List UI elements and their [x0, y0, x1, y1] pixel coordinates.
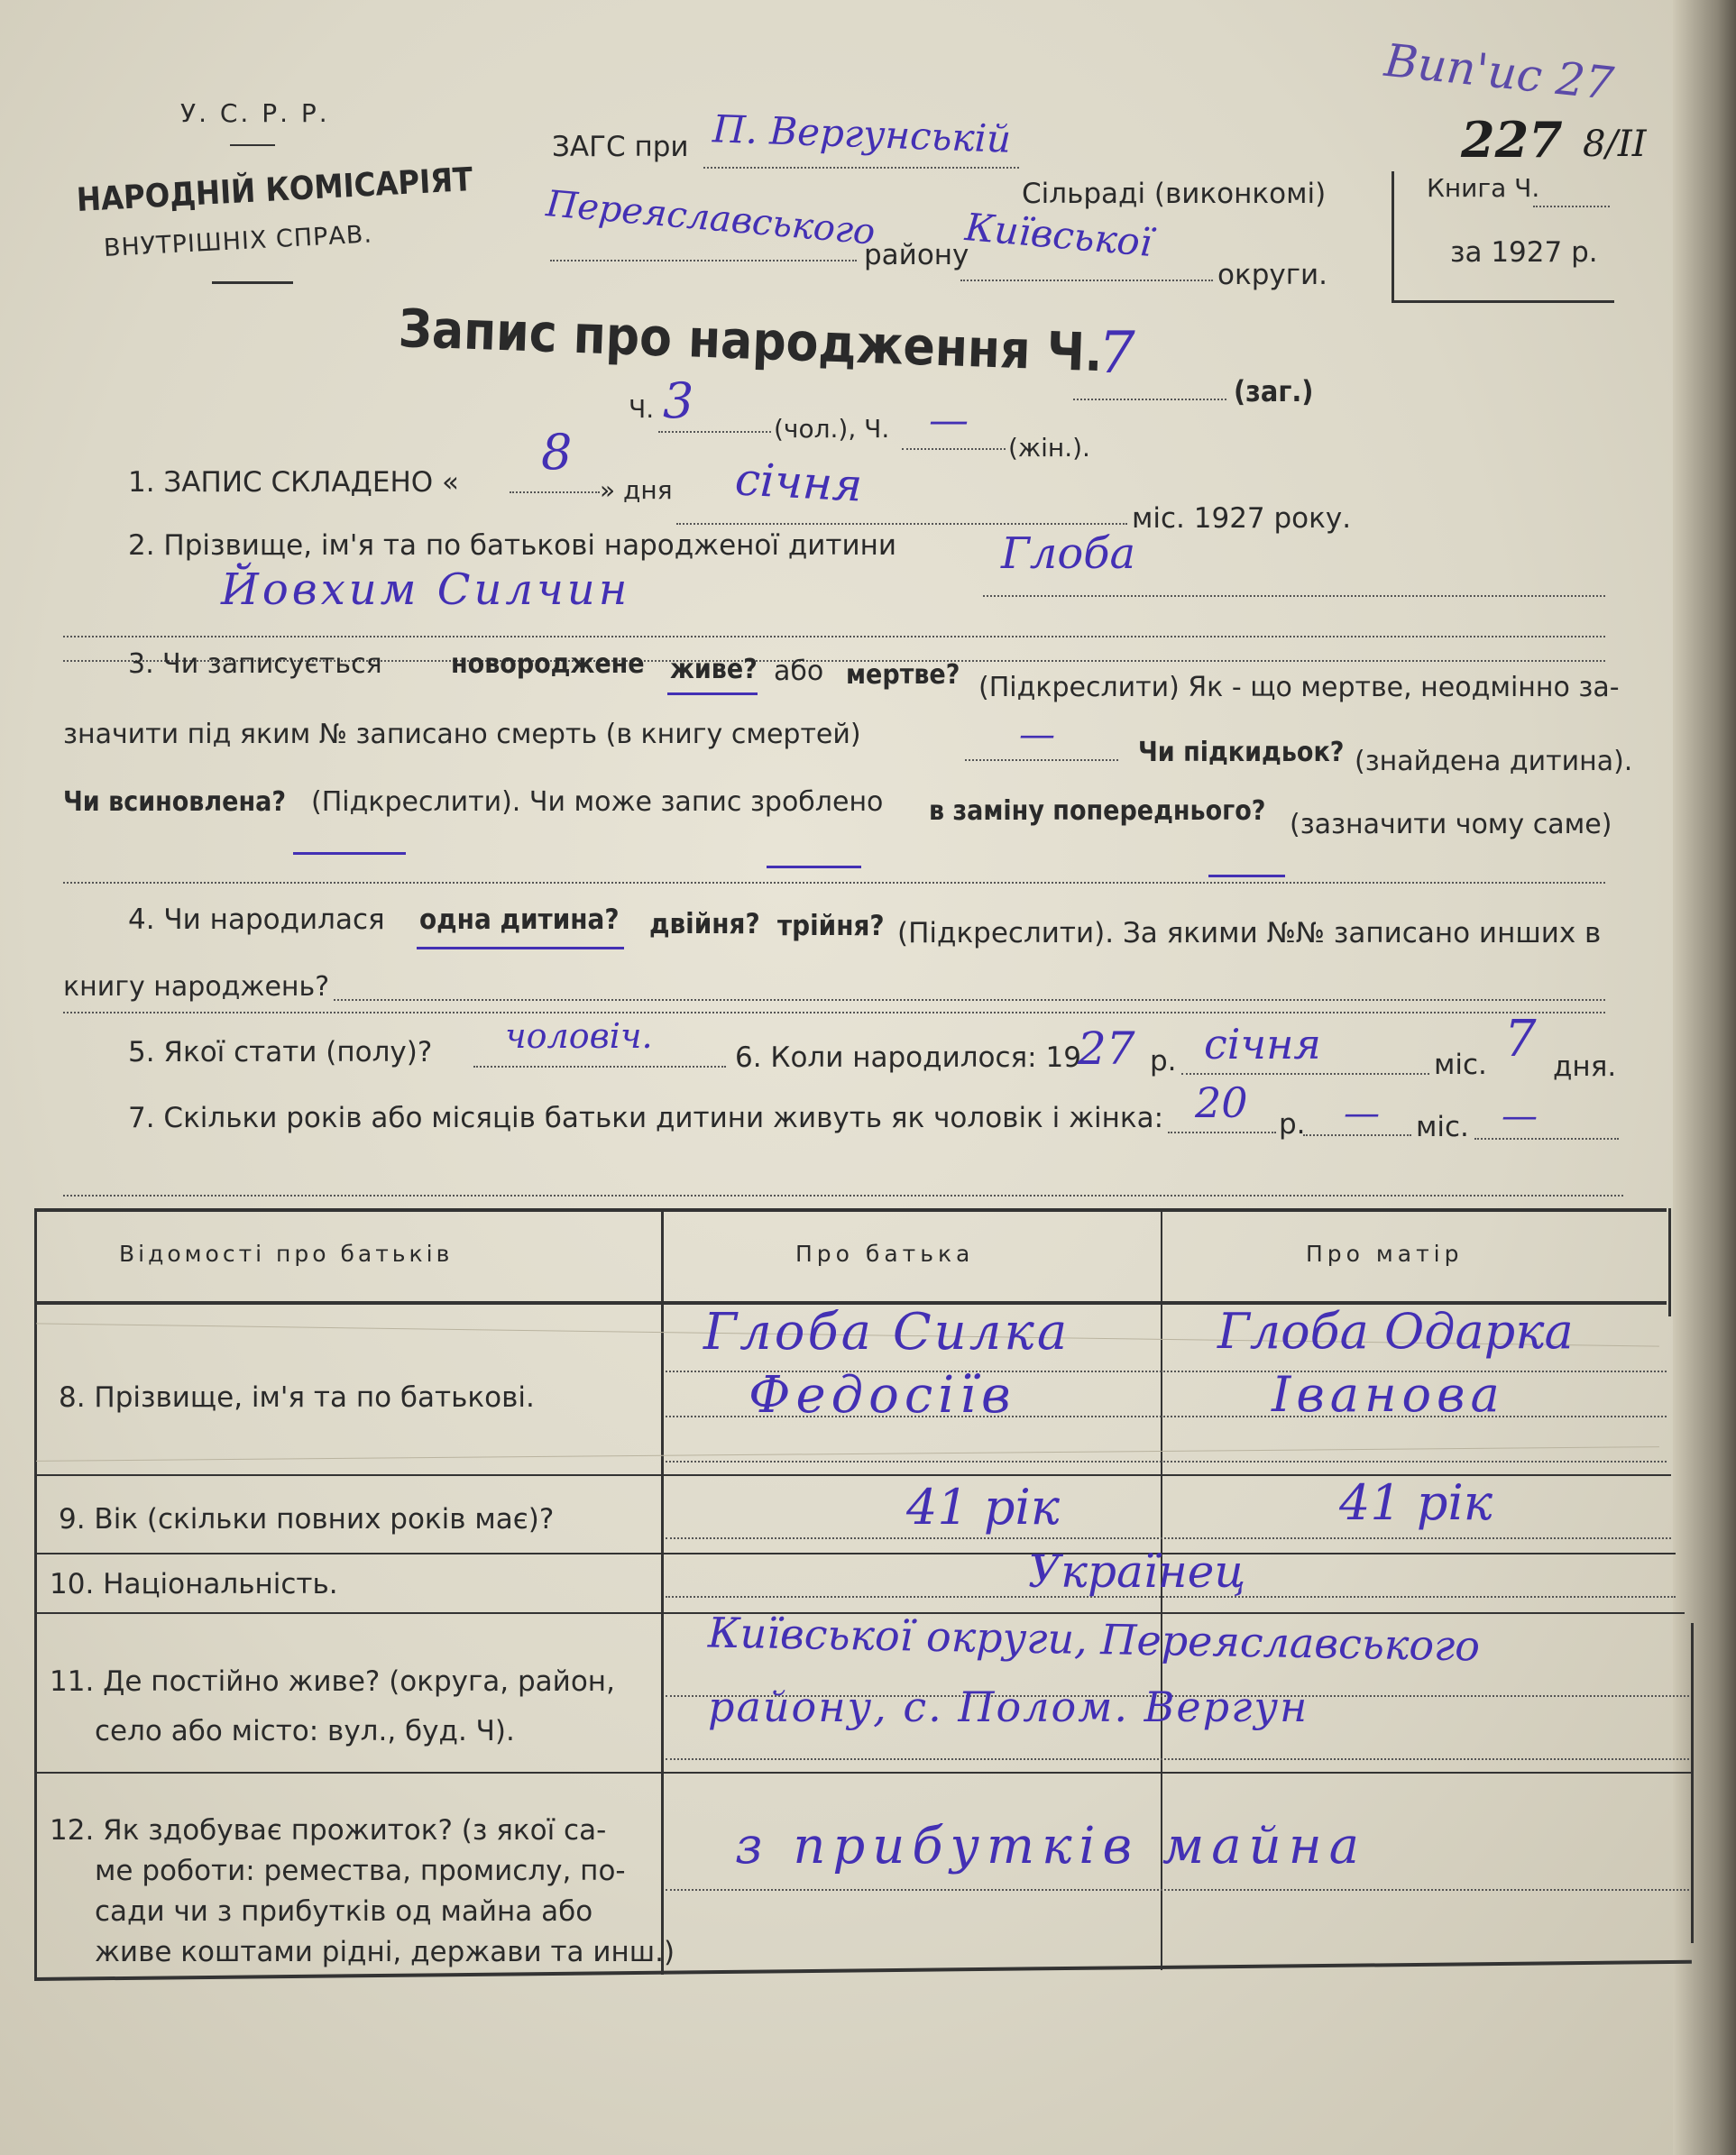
table-right-border — [1668, 1208, 1671, 1316]
row-8-label: 8. Прізвище, ім'я та по батькові. — [59, 1381, 535, 1414]
single-child-option: одна дитина? — [419, 903, 620, 936]
row-12-label-2: ме роботи: ремества, промислу, по- — [95, 1855, 626, 1887]
table-top-border — [34, 1208, 1667, 1212]
marriage-years-line — [1168, 1132, 1276, 1133]
item-3-text-c: значити під яким № записано смерть (в книгу смертей) — [63, 719, 861, 750]
alive-option: живе? — [670, 654, 758, 685]
child-sex: чоловіч. — [505, 1016, 653, 1056]
marriage-extra: — — [1502, 1096, 1538, 1137]
marriage-months-line — [1303, 1134, 1411, 1136]
record-month-line — [676, 523, 1127, 525]
item-3-text-d: (Підкреслити). Чи може запис зроблено — [311, 786, 884, 818]
month-suffix: міс. — [1434, 1049, 1487, 1081]
birth-day: 7 — [1504, 1010, 1537, 1068]
residence-line-2: району, с. Полом. Вергун — [708, 1683, 1309, 1731]
district-line — [550, 260, 857, 261]
dash-mark — [767, 866, 861, 868]
row-12-label-3: сади чи з прибутків од майна або — [95, 1895, 593, 1928]
book-line — [1533, 206, 1610, 207]
box-left-border — [1392, 171, 1394, 302]
marriage-extra-line — [1474, 1138, 1619, 1140]
item-2-label: 2. Прізвище, ім'я та по батькові народженої дитини — [128, 529, 897, 562]
dash-mark — [293, 852, 406, 855]
writing-line — [666, 1461, 1667, 1463]
republic-label: У. С. Р. Р. — [180, 98, 330, 128]
item-3-text-b: (Підкреслити) Як - що мертве, неодмінно за- — [978, 672, 1620, 703]
child-surname-line — [983, 595, 1605, 597]
table-header-info: Відомості про батьків — [119, 1241, 454, 1267]
residence-line-1: Київської округи, Переяславського — [707, 1608, 1481, 1671]
divider — [212, 281, 293, 284]
record-title: Запис про народження Ч. — [397, 298, 1104, 384]
page-edge — [1673, 0, 1736, 2155]
child-name: Йовхим Силчин — [221, 564, 631, 615]
row-11-label-2: село або місто: вул., буд. Ч). — [95, 1715, 515, 1747]
divider — [230, 144, 275, 146]
box-bottom-border — [1392, 300, 1614, 303]
female-line — [902, 448, 1006, 450]
mother-surname-name: Глоба Одарка — [1217, 1303, 1574, 1360]
newborn-label: новороджене — [451, 648, 645, 680]
writing-line — [666, 1537, 1671, 1539]
death-record-line — [965, 759, 1118, 761]
day-suffix: дня. — [1553, 1050, 1617, 1083]
okruha-label: округи. — [1217, 259, 1328, 291]
male-label: (чол.), Ч. — [774, 414, 890, 444]
adopted-option: Чи всиновлена? — [63, 786, 286, 818]
row-10-label: 10. Національність. — [50, 1568, 338, 1600]
item-3-label: 3. Чи записується — [128, 648, 382, 680]
record-day: 8 — [541, 424, 573, 481]
father-surname-name: Глоба Силка — [703, 1303, 1070, 1362]
marriage-years-suffix: р. — [1279, 1108, 1306, 1141]
record-number: 7 — [1098, 320, 1135, 387]
table-header-father: Про батька — [795, 1241, 975, 1267]
marriage-months-suffix: міс. — [1416, 1111, 1469, 1143]
item-1-label: 1. ЗАПИС СКЛАДЕНО « — [128, 466, 460, 499]
extract-note: Вип'ис 27 — [1382, 33, 1616, 111]
male-prefix: Ч. — [629, 394, 655, 424]
row-12-label-4: живе коштами рідні, держави та инш.) — [95, 1936, 675, 1968]
mother-patronymic: Іванова — [1272, 1366, 1505, 1423]
item-4-text-c: книгу народжень? — [63, 971, 330, 1003]
department-label: ВНУТРІШНІХ СПРАВ. — [103, 220, 373, 262]
foundling-option: Чи підкидьок? — [1138, 737, 1345, 768]
row-border — [34, 1553, 1676, 1554]
child-sex-line — [473, 1066, 726, 1068]
blank-line — [63, 1012, 1605, 1013]
marriage-years: 20 — [1195, 1078, 1248, 1127]
marriage-months: — — [1344, 1093, 1380, 1134]
livelihood: з прибутків майна — [735, 1817, 1366, 1875]
total-label: (заг.) — [1234, 374, 1314, 408]
child-name-line — [63, 636, 1605, 637]
record-month: січня — [733, 453, 864, 512]
item-3-line — [63, 882, 1605, 884]
birth-month: січня — [1204, 1020, 1321, 1068]
item-4-line — [334, 999, 1605, 1001]
record-number-line — [1073, 399, 1226, 400]
item-7-label: 7. Скільки років або місяців батьки дитини живуть як чоловік і жінка: — [128, 1102, 1164, 1134]
item-1-mid: » дня — [600, 475, 673, 505]
row-border — [34, 1772, 1692, 1774]
single-child-underline — [417, 947, 624, 949]
writing-line — [666, 1889, 1689, 1891]
male-line — [658, 431, 771, 433]
alive-underline — [667, 692, 758, 695]
twins-option: двійня? — [649, 908, 760, 940]
replacement-option: в заміну попереднього? — [929, 795, 1266, 827]
found-label: (знайдена дитина). — [1355, 746, 1633, 777]
birth-year: 27 — [1078, 1022, 1135, 1075]
writing-line — [666, 1758, 1689, 1760]
record-day-line — [510, 491, 600, 493]
item-6-label: 6. Коли народилося: 19 — [735, 1041, 1081, 1074]
female-label: (жін.). — [1008, 433, 1090, 463]
row-12-label-1: 12. Як здобуває прожиток? (з якої са- — [50, 1814, 607, 1847]
dash-mark — [1208, 875, 1285, 877]
male-count: 3 — [663, 372, 694, 429]
or-label: або — [774, 656, 824, 687]
column-divider — [661, 1208, 664, 1975]
council-label: Сільраді (виконкомі) — [1022, 178, 1327, 210]
item-5-label: 5. Якої стати (полу)? — [128, 1036, 433, 1068]
year-label: за 1927 р. — [1450, 236, 1598, 269]
triplets-option: трійня? — [777, 910, 885, 942]
item-3-text-e: (зазначити чому саме) — [1290, 809, 1612, 840]
father-patronymic: Федосіїв — [749, 1366, 1016, 1425]
row-9-label: 9. Вік (скільки повних років має)? — [59, 1503, 555, 1536]
village-line — [703, 167, 1019, 169]
year-suffix: р. — [1150, 1045, 1177, 1078]
nationality: Українец — [1028, 1545, 1246, 1598]
death-record-dash: — — [1019, 714, 1055, 756]
archive-subnumber: 8/II — [1583, 124, 1647, 165]
paper-crease — [36, 1446, 1659, 1462]
book-label: Книга Ч. — [1427, 173, 1540, 203]
district-label: району — [864, 239, 969, 271]
table-header-mother: Про матір — [1306, 1241, 1464, 1267]
okruha-name: Київської — [963, 205, 1154, 265]
village-name: П. Вергунській — [712, 106, 1012, 161]
child-surname: Глоба — [1001, 528, 1136, 579]
item-4-label: 4. Чи народилася — [128, 903, 385, 936]
commissariat-title: НАРОДНІЙ КОМІСАРІЯТ — [75, 161, 474, 219]
item-4-text-b: (Підкреслити). За якими №№ записано инших в — [897, 917, 1602, 949]
birth-month-line — [1181, 1073, 1429, 1075]
mother-age: 41 рік — [1339, 1474, 1493, 1531]
zags-label: ЗАГС при — [552, 131, 689, 163]
item-1-suffix: міс. 1927 року. — [1132, 502, 1352, 535]
district-name: Переяславського — [544, 183, 877, 253]
table-right-border — [1691, 1623, 1694, 1943]
female-count: — — [929, 398, 969, 444]
father-age: 41 рік — [906, 1479, 1060, 1536]
archive-number: 227 — [1461, 111, 1563, 169]
okruha-line — [960, 280, 1213, 281]
blank-line — [63, 1195, 1623, 1197]
row-11-label-1: 11. Де постійно живе? (округа, район, — [50, 1665, 615, 1698]
dead-option: мертве? — [846, 659, 960, 691]
